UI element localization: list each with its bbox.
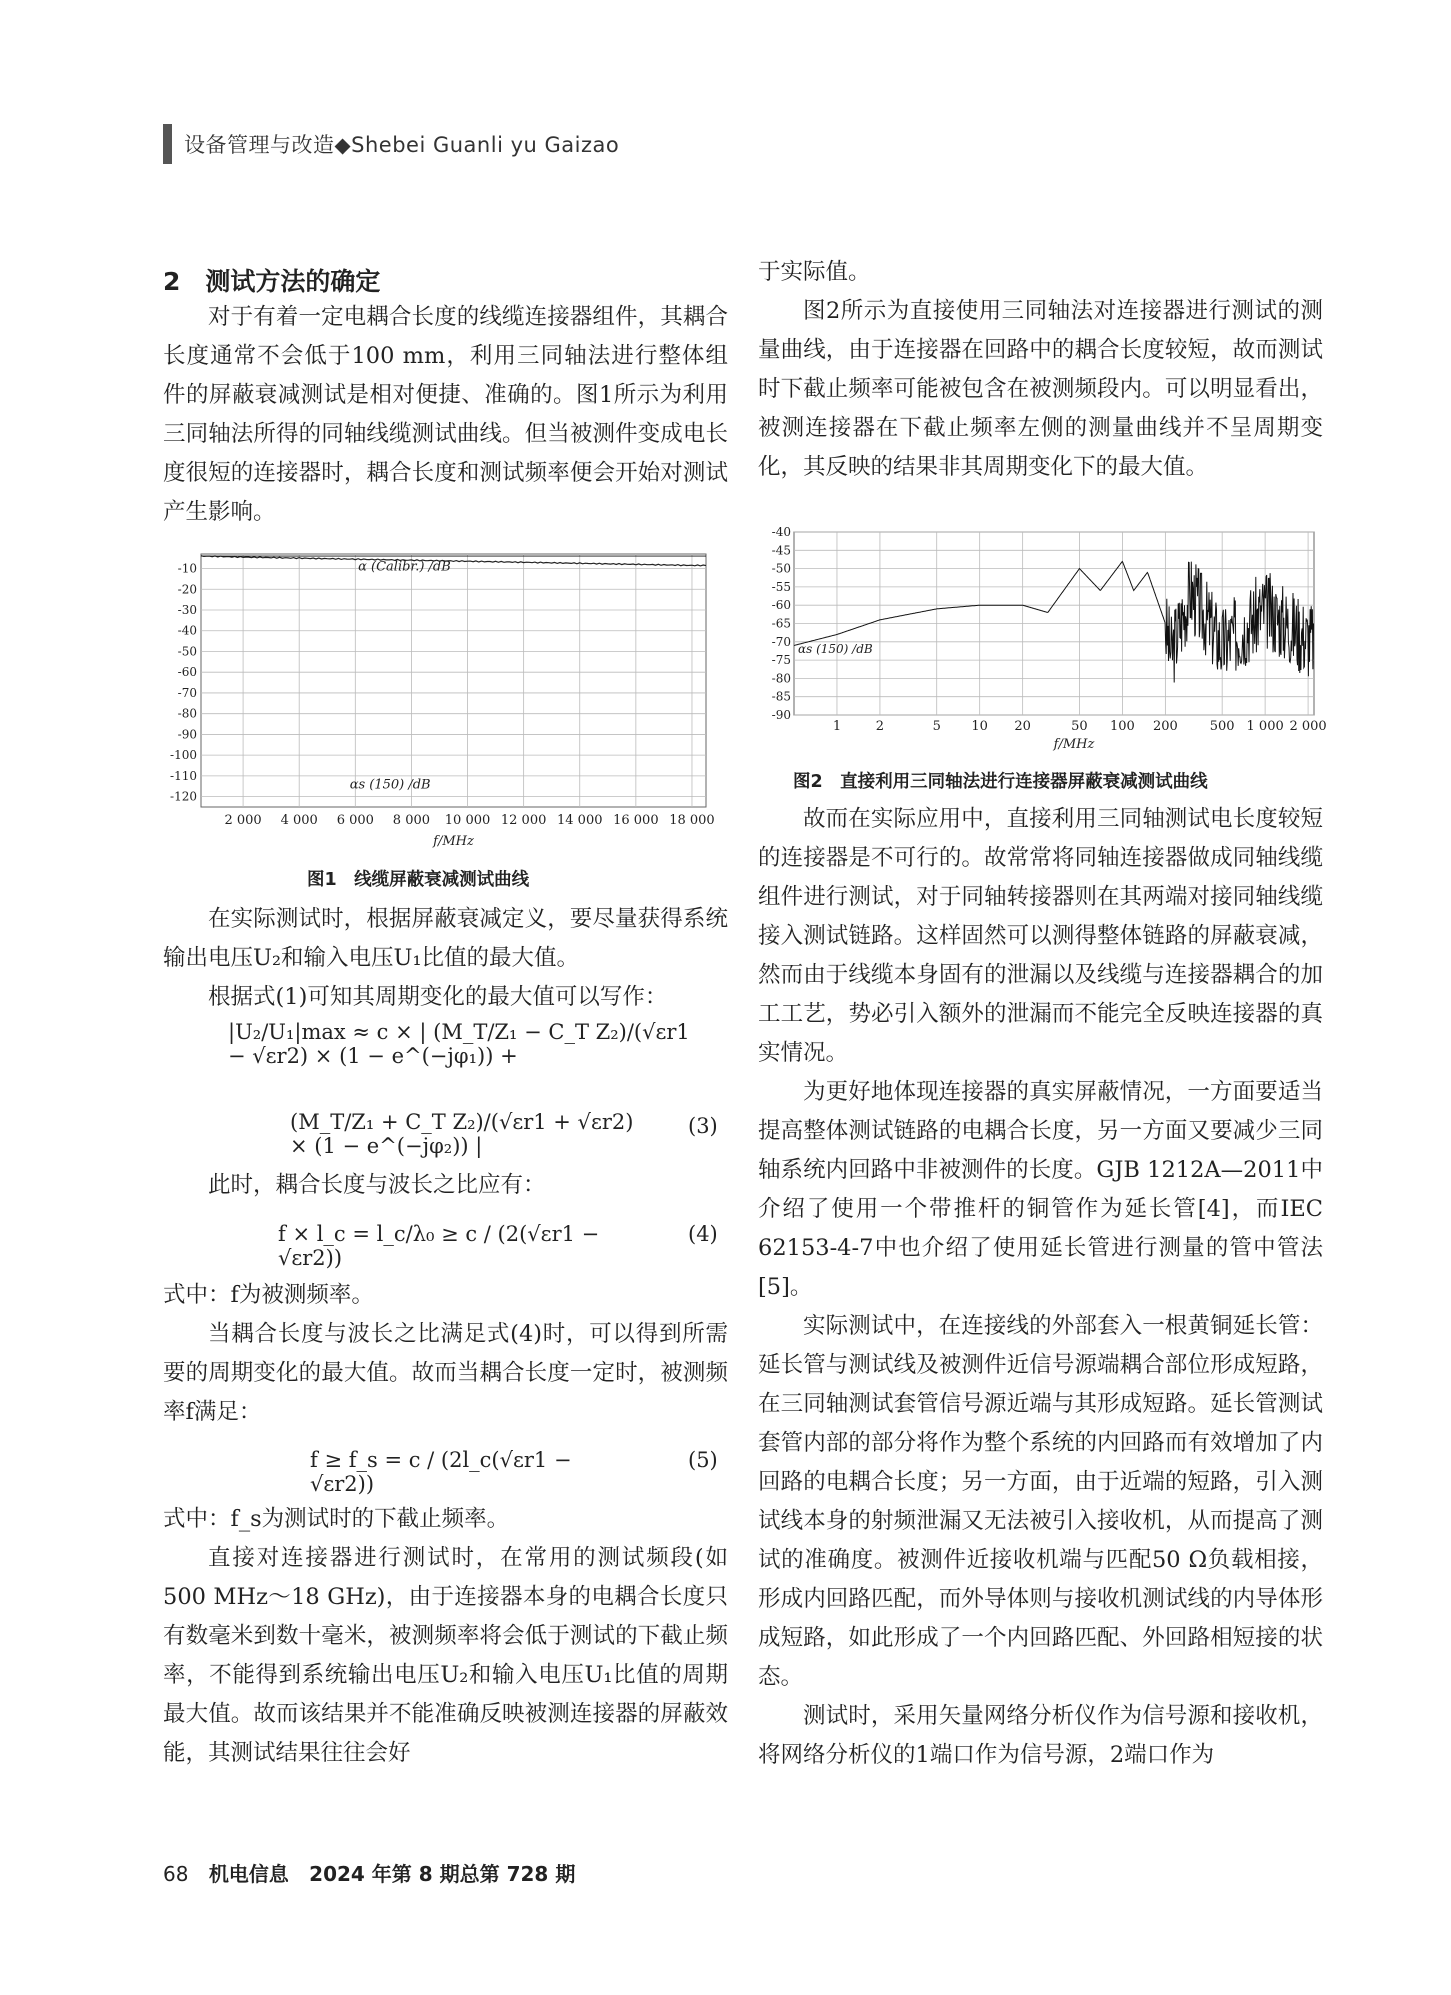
- x-axis-label: f/MHz: [433, 834, 474, 849]
- y-tick-label: -100: [170, 748, 197, 763]
- y-tick-label: -70: [771, 634, 791, 649]
- x-tick-label: 14 000: [557, 813, 603, 828]
- equation-3-number: (3): [688, 1114, 718, 1138]
- y-tick-label: -50: [177, 644, 197, 659]
- x-tick-label: 1 000: [1246, 719, 1284, 734]
- x-tick-label: 1: [832, 719, 842, 734]
- x-tick-label: 50: [1071, 719, 1088, 734]
- paragraph: 于实际值。: [758, 259, 871, 285]
- paragraph: 直接对连接器进行测试时，在常用的测试频段(如500 MHz～18 GHz)，由于连接器本身的电耦合长度只有数毫米到数十毫米，被测频率将会低于测试的下截止频率，不能得到系统输出电压U₂和输入电压U₁比值的周期最大值。故而该结果并不能准确反映被测连接器的屏蔽效能，其测试结果往往会好: [163, 1545, 728, 1766]
- running-header: [163, 124, 619, 164]
- footer-journal: 机电信息: [208, 1862, 289, 1886]
- left-col-mid: [163, 900, 728, 1017]
- equation-3-line2: (M_T/Z₁ + C_T Z₂)/(√εr1 + √εr2) × (1 − e^(−jφ₂)) |: [290, 1110, 634, 1158]
- y-tick-label: -45: [771, 543, 791, 558]
- y-tick-label: -65: [771, 616, 791, 631]
- paragraph: 在实际测试时，根据屏蔽衰减定义，要尽量获得系统输出电压U₂和输入电压U₁比值的最大值。: [163, 906, 728, 971]
- paragraph: 当耦合长度与波长之比满足式(4)时，可以得到所需要的周期变化的最大值。故而当耦合长度一定时，被测频率f满足：: [163, 1321, 728, 1425]
- equation-5: f ≥ f_s = c / (2l_c(√εr1 − √εr2)): [310, 1448, 572, 1496]
- x-axis-label: f/MHz: [1053, 737, 1095, 752]
- figure-1-caption: 图1 线缆屏蔽衰减测试曲线: [307, 870, 530, 890]
- x-tick-label: 2 000: [224, 813, 262, 828]
- x-tick-label: 10: [971, 719, 988, 734]
- paragraph: 式中：f_s为测试时的下截止频率。: [163, 1506, 510, 1532]
- page-footer: [163, 1858, 575, 1887]
- paragraph: 图2所示为直接使用三同轴法对连接器进行测试的测量曲线，由于连接器在回路中的耦合长度较短，故而测试时下截止频率可能被包含在被测频段内。可以明显看出，被测连接器在下截止频率左侧的测量曲线并不呈周期变化，其反映的结果非其周期变化下的最大值。: [758, 298, 1323, 480]
- figure-1-chart: [163, 546, 718, 848]
- series-label-calibration: α (Calibr.) /dB: [358, 559, 451, 575]
- x-tick-label: 100: [1109, 719, 1135, 734]
- paragraph: 对于有着一定电耦合长度的线缆连接器组件，其耦合长度通常不会低于100 mm，利用三同轴法进行整体组件的屏蔽衰减测试是相对便捷、准确的。图1所示为利用三同轴法所得的同轴线缆测试曲线。但当被测件变成电长度很短的连接器时，耦合长度和测试频率便会开始对测试产生影响。: [163, 304, 728, 525]
- right-col-bottom: [758, 800, 1323, 1775]
- y-tick-label: -60: [177, 665, 197, 680]
- paragraph: 式中：f为被测频率。: [163, 1282, 374, 1308]
- series-label-attenuation: αs (150) /dB: [798, 641, 873, 656]
- y-tick-label: -60: [771, 598, 791, 613]
- paragraph: 此时，耦合长度与波长之比应有：: [208, 1172, 546, 1198]
- series-label-attenuation: αs (150) /dB: [349, 777, 431, 793]
- paragraph: 实际测试中，在连接线的外部套入一根黄铜延长管：延长管与测试线及被测件近信号源端耦合部位形成短路，在三同轴测试套管信号源近端与其形成短路。延长管测试套管内部的部分将作为整个系统的内回路而有效增加了内回路的电耦合长度；另一方面，由于近端的短路，引入测试线本身的射频泄漏又无法被引入接收机，从而提高了测试的准确度。被测件近接收机端与匹配50 Ω负载相接，形成内回路匹配，而外导体则与接收机测试线的内导体形成短路，如此形成了一个内回路匹配、外回路相短接的状态。: [758, 1313, 1323, 1690]
- y-tick-label: -70: [177, 685, 197, 700]
- x-tick-label: 18 000: [669, 813, 715, 828]
- journal-header: 设备管理与改造◆Shebei Guanli yu Gaizao: [184, 133, 620, 157]
- left-col-bottom: [163, 1500, 728, 1773]
- x-tick-label: 2: [875, 719, 885, 734]
- x-tick-label: 5: [932, 719, 941, 734]
- equation-5-number: (5): [688, 1448, 718, 1472]
- x-tick-label: 500: [1209, 719, 1235, 734]
- figure-2-caption: 图2 直接利用三同轴法进行连接器屏蔽衰减测试曲线: [793, 772, 1208, 792]
- page-number: 68: [163, 1862, 189, 1886]
- y-tick-label: -110: [170, 768, 197, 783]
- y-tick-label: -90: [177, 727, 197, 742]
- paragraph: 故而在实际应用中，直接利用三同轴测试电长度较短的连接器是不可行的。故常常将同轴连接器做成同轴线缆组件进行测试，对于同轴转接器则在其两端对接同轴线缆接入测试链路。这样固然可以测得整体链路的屏蔽衰减，然而由于线缆本身固有的泄漏以及线缆与连接器耦合的加工工艺，势必引入额外的泄漏而不能完全反映连接器的真实情况。: [758, 806, 1323, 1066]
- y-tick-label: -20: [177, 582, 197, 597]
- header-bar: [163, 124, 172, 164]
- left-col-eq4: [163, 1166, 728, 1205]
- y-tick-label: -10: [177, 561, 197, 576]
- x-tick-label: 4 000: [280, 813, 318, 828]
- paragraph: 为更好地体现连接器的真实屏蔽情况，一方面要适当提高整体测试链路的电耦合长度，另一方面又要减少三同轴系统内回路中非被测件的长度。GJB 1212A—2011中介绍了使用一个带推杆的铜管作为延长管[4]，而IEC 62153-4-7中也介绍了使用延长管进行测量的管中管法[5]。: [758, 1079, 1323, 1300]
- plot-area: [201, 554, 706, 807]
- x-tick-label: 6 000: [336, 813, 374, 828]
- paragraph: 测试时，采用矢量网络分析仪作为信号源和接收机，将网络分析仪的1端口作为信号源，2端口作为: [758, 1703, 1323, 1768]
- x-tick-label: 200: [1152, 719, 1178, 734]
- y-tick-label: -120: [170, 789, 197, 804]
- equation-3-line1: |U₂/U₁|max ≈ c × | (M_T/Z₁ − C_T Z₂)/(√εr1 − √εr2) × (1 − e^(−jφ₁)) +: [228, 1020, 690, 1068]
- y-tick-label: -80: [177, 706, 197, 721]
- footer-issue: 2024 年第 8 期总第 728 期: [309, 1862, 576, 1886]
- figure-1: [163, 546, 718, 848]
- equation-4: f × l_c = l_c/λ₀ ≥ c / (2(√εr1 − √εr2)): [278, 1222, 600, 1270]
- x-tick-label: 12 000: [500, 813, 547, 828]
- y-tick-label: -55: [771, 579, 791, 594]
- y-tick-label: -40: [177, 623, 197, 638]
- x-tick-label: 16 000: [613, 813, 659, 828]
- y-tick-label: -30: [177, 602, 197, 617]
- section-title: 2 测试方法的确定: [163, 267, 381, 296]
- figure-2-chart: [758, 525, 1327, 754]
- y-tick-label: -75: [771, 653, 791, 668]
- left-col-lower: [163, 1276, 728, 1432]
- y-tick-label: -85: [771, 689, 791, 704]
- x-tick-label: 10 000: [444, 813, 491, 828]
- x-tick-label: 2 000: [1289, 719, 1327, 734]
- y-tick-label: -90: [771, 708, 791, 722]
- x-tick-label: 20: [1014, 719, 1031, 734]
- y-tick-label: -80: [771, 671, 791, 686]
- equation-4-number: (4): [688, 1222, 718, 1246]
- x-tick-label: 8 000: [392, 813, 431, 828]
- y-tick-label: -40: [771, 525, 791, 539]
- figure-2: [758, 525, 1327, 754]
- y-tick-label: -50: [771, 561, 791, 576]
- right-col-top: [758, 253, 1323, 487]
- left-col-top: [163, 298, 728, 532]
- paragraph: 根据式(1)可知其周期变化的最大值可以写作：: [208, 984, 668, 1010]
